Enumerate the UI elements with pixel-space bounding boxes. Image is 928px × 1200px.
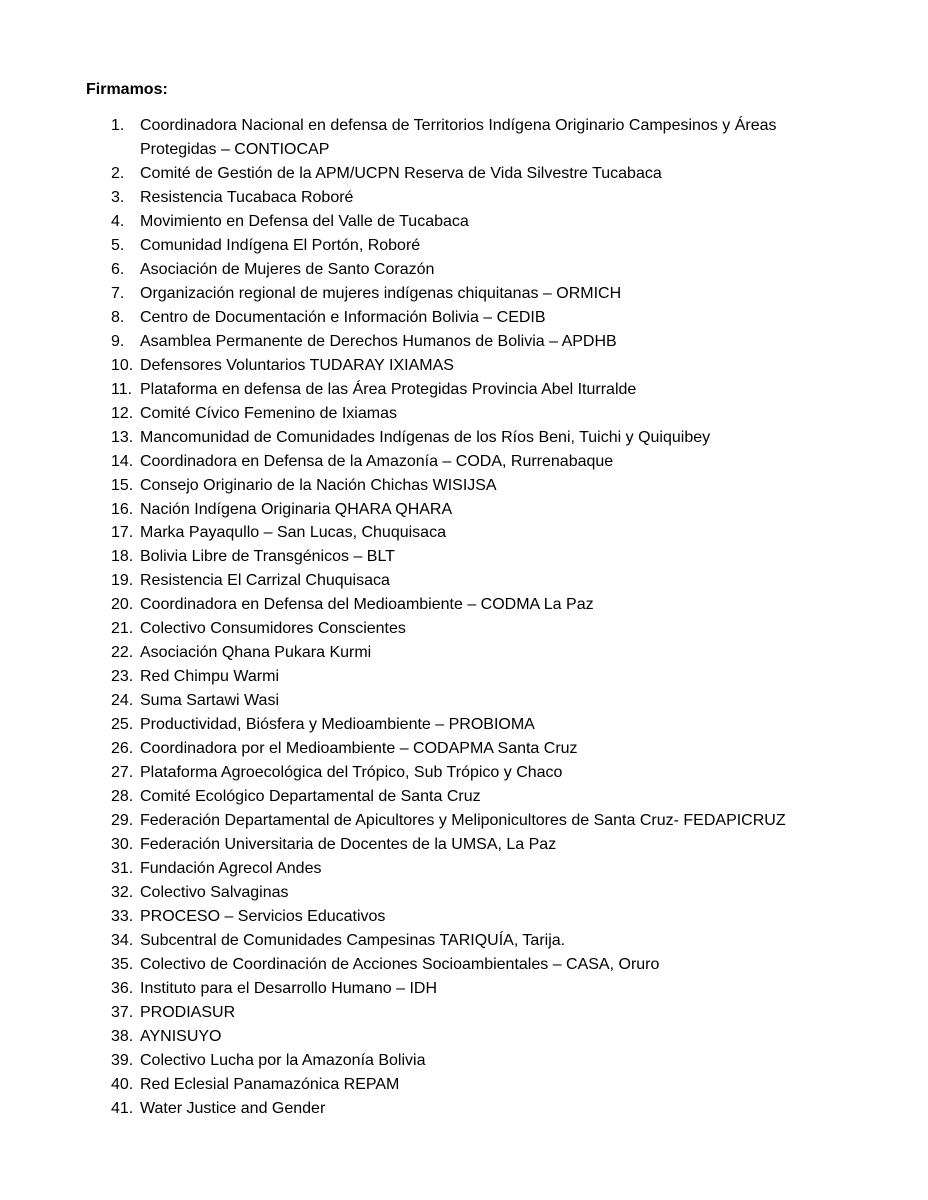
signatory-name: Federación Departamental de Apicultores y Meliponicultores de Santa Cruz- FEDAPICRUZ: [140, 812, 786, 830]
signatory-name: Red Eclesial Panamazónica REPAM: [140, 1075, 400, 1093]
signatory-item: [0, 114, 928, 162]
signatory-item: [0, 929, 928, 953]
signatory-item: [0, 593, 928, 617]
signatory-item: [0, 474, 928, 498]
signatory-item: [0, 545, 928, 569]
signatory-name: AYNISUYO: [140, 1027, 222, 1045]
signatory-number: 30.: [111, 836, 134, 854]
signatory-item: [0, 330, 928, 354]
signatory-item: [0, 1073, 928, 1097]
signatory-item: [0, 953, 928, 977]
signatory-number: 8.: [111, 308, 125, 326]
signatory-item: [0, 258, 928, 282]
signatory-number: 11.: [111, 380, 133, 398]
signatory-name: Productividad, Biósfera y Medioambiente – PROBIOMA: [140, 716, 535, 734]
signatory-item: [0, 378, 928, 402]
signatory-item: [0, 306, 928, 330]
signatory-item: [0, 785, 928, 809]
signatory-name: Fundación Agrecol Andes: [140, 860, 322, 878]
signatory-name: PROCESO – Servicios Educativos: [140, 907, 386, 925]
signatory-name: Colectivo Consumidores Conscientes: [140, 620, 406, 638]
signatory-name: Subcentral de Comunidades Campesinas TARIQUÍA, Tarija.: [140, 931, 566, 949]
signatory-item: [0, 833, 928, 857]
signatory-number: 9.: [111, 332, 125, 350]
signatory-number: 38.: [111, 1027, 134, 1045]
signatory-item: [0, 713, 928, 737]
signatory-name: Plataforma Agroecológica del Trópico, Sub Trópico y Chaco: [140, 764, 563, 782]
signatory-name: Colectivo de Coordinación de Acciones Socioambientales – CASA, Oruro: [140, 955, 660, 973]
signatory-number: 13.: [111, 428, 134, 446]
signatory-number: 27.: [111, 764, 134, 782]
signatory-number: 24.: [111, 692, 134, 710]
signatory-name: Coordinadora por el Medioambiente – CODAPMA Santa Cruz: [140, 740, 578, 758]
signatory-name: Marka Payaqullo – San Lucas, Chuquisaca: [140, 524, 446, 542]
signatory-number: 19.: [111, 572, 134, 590]
signatory-item: [0, 162, 928, 186]
signatory-number: 23.: [111, 668, 134, 686]
signatory-item: [0, 809, 928, 833]
signatory-item: [0, 617, 928, 641]
signatory-name: Federación Universitaria de Docentes de la UMSA, La Paz: [140, 836, 557, 854]
signatory-number: 32.: [111, 884, 134, 901]
signatory-name: Coordinadora Nacional en defensa de Territorios Indígena Originario Campesinos y Áreas Protegidas – CONTIOCAP: [140, 117, 777, 158]
signatory-item: [0, 881, 928, 905]
signatory-number: 31.: [111, 860, 134, 878]
signatory-name: Water Justice and Gender: [140, 1099, 326, 1117]
signatory-number: 2.: [111, 164, 125, 182]
signatory-item: [0, 186, 928, 210]
signatory-number: 10.: [111, 356, 134, 374]
signatory-number: 7.: [111, 284, 125, 302]
signatory-name: Comité de Gestión de la APM/UCPN Reserva de Vida Silvestre Tucabaca: [140, 164, 662, 182]
signatory-item: [0, 641, 928, 665]
signatory-number: 26.: [111, 740, 134, 758]
signatory-item: [0, 402, 928, 426]
page-heading: Firmamos:: [86, 81, 168, 98]
signatory-name: Suma Sartawi Wasi: [140, 692, 279, 710]
signatory-number: 36.: [111, 979, 134, 997]
signatory-number: 17.: [111, 524, 134, 542]
signatory-item: [0, 689, 928, 713]
signatory-name: Organización regional de mujeres indígenas chiquitanas – ORMICH: [140, 284, 622, 302]
signatory-number: 16.: [111, 500, 134, 518]
signatory-name: Instituto para el Desarrollo Humano – IDH: [140, 979, 438, 997]
signatory-number: 14.: [111, 452, 134, 470]
signatory-number: 25.: [111, 716, 134, 734]
signatory-item: [0, 1049, 928, 1073]
signatory-item: [0, 354, 928, 378]
signatory-name: Plataforma en defensa de las Área Protegidas Provincia Abel Iturralde: [140, 380, 637, 398]
signatory-name: Nación Indígena Originaria QHARA QHARA: [140, 500, 453, 518]
signatory-item: [0, 426, 928, 450]
signatory-name: Mancomunidad de Comunidades Indígenas de los Ríos Beni, Tuichi y Quiquibey: [140, 428, 711, 446]
signatory-name: Asamblea Permanente de Derechos Humanos de Bolivia – APDHB: [140, 332, 617, 350]
signatory-name: Red Chimpu Warmi: [140, 668, 279, 686]
signatory-number: 34.: [111, 931, 134, 949]
signatory-item: [0, 521, 928, 545]
signatory-item: [0, 234, 928, 258]
signatory-item: [0, 282, 928, 306]
signatory-number: 41.: [111, 1099, 134, 1117]
signatory-number: 3.: [111, 188, 125, 206]
signatory-name: PRODIASUR: [140, 1003, 236, 1021]
signatory-item: [0, 761, 928, 785]
signatory-name: Bolivia Libre de Transgénicos – BLT: [140, 548, 395, 566]
signatory-number: 6.: [111, 260, 125, 278]
signatory-number: 12.: [111, 404, 134, 422]
signatory-number: 33.: [111, 907, 134, 925]
signatory-number: 35.: [111, 955, 134, 973]
signatory-name: Colectivo Lucha por la Amazonía Bolivia: [140, 1051, 426, 1069]
signatory-number: 1.: [111, 117, 125, 134]
signatory-name: Asociación de Mujeres de Santo Corazón: [140, 260, 435, 278]
signatory-item: [0, 665, 928, 689]
signatory-item: [0, 569, 928, 593]
signatory-item: [0, 857, 928, 881]
signatory-name: Defensores Voluntarios TUDARAY IXIAMAS: [140, 356, 454, 374]
signatory-number: 5.: [111, 236, 125, 254]
signatory-name: Comunidad Indígena El Portón, Roboré: [140, 236, 421, 254]
signatory-item: [0, 977, 928, 1001]
signatory-name: Consejo Originario de la Nación Chichas WISIJSA: [140, 476, 497, 494]
signatory-name: Coordinadora en Defensa de la Amazonía – CODA, Rurrenabaque: [140, 452, 614, 470]
signatory-item: [0, 1097, 928, 1121]
signatory-name: Asociación Qhana Pukara Kurmi: [140, 644, 372, 662]
signatory-number: 18.: [111, 548, 134, 566]
signatory-name: Colectivo Salvaginas: [140, 884, 289, 901]
signatory-name: Centro de Documentación e Información Bolivia – CEDIB: [140, 308, 546, 326]
signatory-list: [0, 114, 928, 1121]
signatory-name: Resistencia Tucabaca Roboré: [140, 188, 354, 206]
signatory-name: Coordinadora en Defensa del Medioambiente – CODMA La Paz: [140, 596, 594, 614]
signatory-number: 20.: [111, 596, 134, 614]
signatory-number: 40.: [111, 1075, 134, 1093]
signatory-item: [0, 737, 928, 761]
signatory-number: 37.: [111, 1003, 134, 1021]
signatory-number: 15.: [111, 476, 134, 494]
signatory-name: Comité Ecológico Departamental de Santa Cruz: [140, 788, 481, 806]
signatory-number: 28.: [111, 788, 134, 806]
signatory-name: Movimiento en Defensa del Valle de Tucabaca: [140, 212, 469, 230]
signatory-item: [0, 1001, 928, 1025]
signatory-name: Resistencia El Carrizal Chuquisaca: [140, 572, 390, 590]
signatory-number: 4.: [111, 212, 125, 230]
signatory-item: [0, 450, 928, 474]
signatory-number: 22.: [111, 644, 134, 662]
signatory-name: Comité Cívico Femenino de Ixiamas: [140, 404, 397, 422]
signatory-item: [0, 905, 928, 929]
signatory-item: [0, 1025, 928, 1049]
signatory-number: 39.: [111, 1051, 134, 1069]
signatory-number: 21.: [111, 620, 134, 638]
signatory-number: 29.: [111, 812, 134, 830]
signatory-item: [0, 210, 928, 234]
signatory-item: [0, 498, 928, 522]
